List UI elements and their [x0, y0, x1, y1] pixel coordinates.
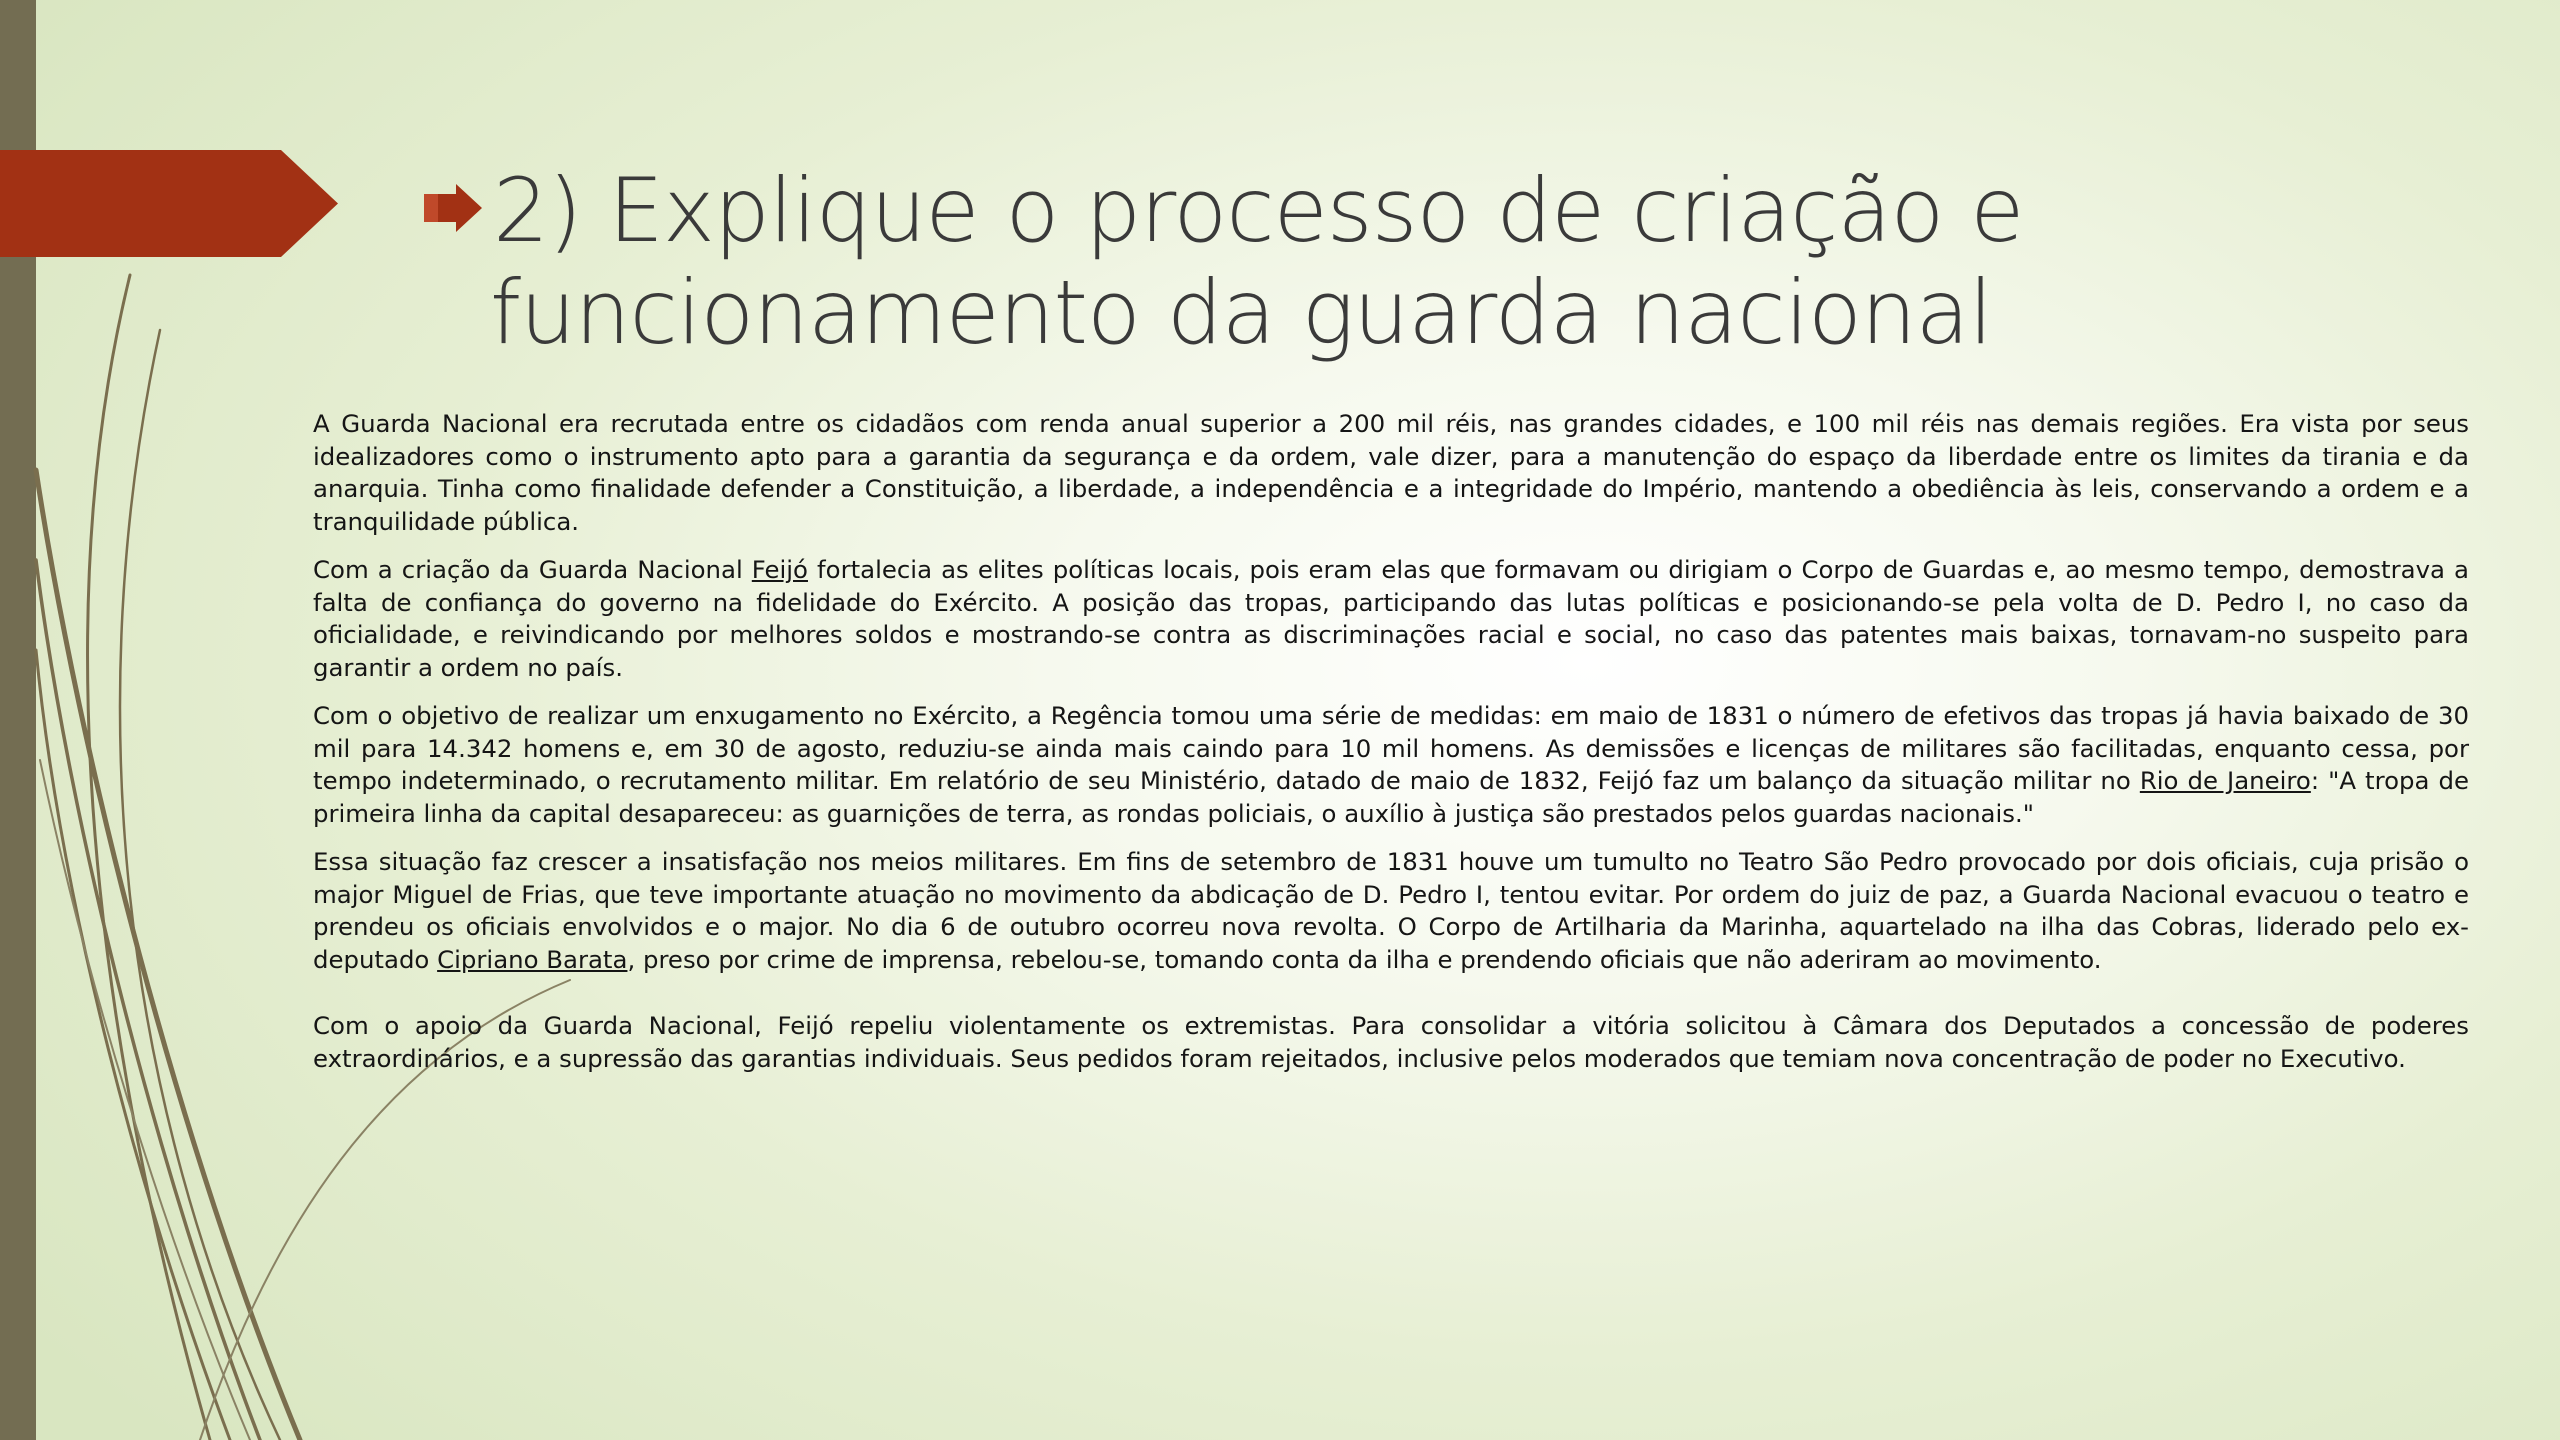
paragraph-4-text-a: Essa situação faz crescer a insatisfação nos meios militares. Em fins de setembro de 1831 houve um tumulto no Teatro São Pedro provocado por dois oficiais, cuja prisão o major Miguel de Frias, que teve importante atuação no movimento da abdicação de D. Pedro I, tentou evitar. Por ordem do juiz de paz, a Guarda Nacional evacuou o teatro e prendeu os oficiais envolvidos e o major. No dia 6 de outubro ocorreu nova revolta. O Corpo de Artilharia da Marinha, aquartelado na ilha das Cobras, liderado pelo ex-deputado	[313, 847, 2469, 974]
title-text-line-2: funcionamento da guarda nacional	[490, 261, 1993, 364]
link-rio-de-janeiro[interactable]: Rio de Janeiro	[2139, 766, 2311, 795]
link-feijo[interactable]: Feijó	[751, 555, 808, 584]
title-text-line-1: 2) Explique o processo de criação e	[493, 159, 2024, 262]
paragraph-1: A Guarda Nacional era recrutada entre os cidadãos com renda anual superior a 200 mil réis, nas grandes cidades, e 100 mil réis nas demais regiões. Era vista por seus idealizadores como o instrumento apto para a garantia da segurança e da ordem, vale dizer, para a manutenção do espaço da liberdade entre os limites da tirania e da anarquia. Tinha como finalidade defender a Constituição, a liberdade, a independência e a integridade do Império, mantendo a obediência às leis, conservando a ordem e a tranquilidade pública.	[313, 409, 2469, 536]
paragraph-2-text-b: fortalecia as elites políticas locais, pois eram elas que formavam ou dirigiam o Corpo de Guardas e, ao mesmo tempo, demostrava a falta de confiança do governo na fidelidade do Exército. A posição das tropas, participando das lutas políticas e posicionando-se pela volta de D. Pedro I, no caso da oficialidade, e reivindicando por melhores soldos e mostrando-se contra as discriminações racial e social, no caso das patentes mais baixas, tornavam-no suspeito para garantir a ordem no país.	[313, 555, 2469, 682]
title-line-1	[420, 160, 2480, 262]
paragraph-2	[313, 554, 2469, 684]
paragraph-3-text-a: Com o objetivo de realizar um enxugamento no Exército, a Regência tomou uma série de medidas: em maio de 1831 o número de efetivos das tropas já havia baixado de 30 mil para 14.342 homens e, em 30 de agosto, reduziu-se ainda mais caindo para 10 mil homens. As demissões e licenças de militares são facilitadas, enquanto cessa, por tempo indeterminado, o recrutamento militar. Em relatório de seu Ministério, datado de maio de 1832, Feijó faz um balanço da situação militar no	[313, 701, 2469, 795]
paragraph-5: Com o apoio da Guarda Nacional, Feijó repeliu violentamente os extremistas. Para consolidar a vitória solicitou à Câmara dos Deputados a concessão de poderes extraordinários, e a supressão das garantias individuais. Seus pedidos foram rejeitados, inclusive pelos moderados que temiam nova concentração de poder no Executivo.	[313, 1011, 2469, 1073]
paragraph-3-text-b: : "A tropa de primeira linha da capital desapareceu: as guarnições de terra, as rondas policiais, o auxílio à justiça são prestados pelos guardas nacionais."	[313, 766, 2469, 828]
paragraph-4	[313, 846, 2469, 976]
link-cipriano-barata[interactable]: Cipriano Barata	[437, 944, 628, 974]
slide-body	[313, 408, 2469, 1091]
paragraph-4-text-b: , preso por crime de imprensa, rebelou-se, tomando conta da ilha e prendendo oficiais que não aderiram ao movimento.	[627, 944, 2102, 974]
slide-title	[420, 160, 2480, 364]
paragraph-3	[313, 700, 2469, 830]
paragraph-2-text-a: Com a criação da Guarda Nacional	[313, 555, 752, 584]
red-arrow-banner	[0, 150, 338, 257]
arrow-bullet-icon	[420, 182, 485, 234]
